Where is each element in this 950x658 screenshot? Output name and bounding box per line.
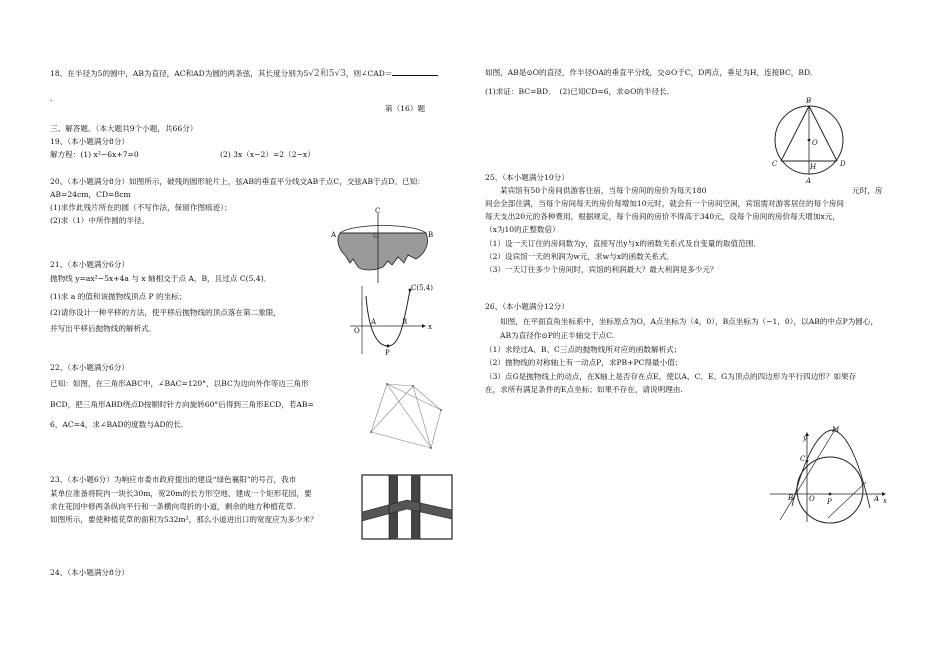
q25-line2: 间会全部住满，当每个房间每天的房价每增加10元时，就会有一个房间空闲，宾馆需对游客居住的每个房间 (485, 199, 844, 208)
q22-line3: 6，AC=4，求∠BAD的度数与AD的长. (50, 420, 184, 429)
q26-fig-label-b: B (788, 494, 794, 502)
q22-line1: 已知：如图，在三角形ABC中，∠BAC=120°，以BC为边向外作等边三角形 (50, 379, 309, 388)
q24-fig-label-o: O (812, 139, 818, 147)
q25-line1a: 某宾馆有50个房间供游客住宿，当每个房间的房价为每天180 (500, 186, 707, 195)
q25-line7: （3）一天订住多少个房间时，宾馆的利润最大？最大利润是多少元？ (485, 265, 718, 274)
q21-line3: (2)请你设计一种平移的方法，使平移后抛物线的顶点落在第二象限， (50, 308, 281, 317)
q21-parabola-figure (342, 282, 437, 357)
q26-fig-label-o: O (809, 495, 815, 503)
q18-text: 18、在半径为5的圆中，AB为直径，AC和AD为圆的两条弦，其长度分别为5 (50, 69, 309, 78)
q26-coordinate-figure (770, 424, 890, 524)
q22-line2: BCD，把三角形ABD绕点D按顺时针方向旋转60°后得到三角形ECD，若AB= (50, 400, 314, 409)
q18-tail: ，则∠CAD＝ (345, 69, 393, 78)
fig16-caption: 第（16）题 (385, 104, 426, 113)
q24-fig-label-b: B (806, 97, 812, 105)
q26-line4: （2）抛物线的对称轴上有一动点P，求PB+PC得最小值； (485, 358, 683, 367)
q18-line (50, 69, 438, 80)
q23-line4: 如图所示，要使种植花草的面积为532m²，那么小道进出口的宽度应为多少米？ (50, 515, 318, 524)
q21-heading: 21、（本小题满分6分） (50, 260, 130, 269)
q19-heading: 19、（本小题满分8分） (50, 137, 130, 146)
q24-line1: 如图，AB是⊙O的直径，作半径OA的垂直平分线，交⊙O于C，D两点，垂足为H，连接BC，BD. (485, 68, 813, 77)
q26-line6: 在，求所有满足条件的E点坐标；如果不存在，请说明理由. (485, 385, 683, 394)
q24-heading: 24、（本小题满分8分） (50, 568, 130, 577)
q26-line3: （1）求经过A、B、C三点的抛物线所对应的函数解析式； (485, 345, 682, 354)
q24-line2: (1)求证：BC=BD． (2)已知CD=6，求⊙O的半径长. (485, 87, 670, 96)
q22-heading: 22、（本小题满分6分） (50, 363, 130, 372)
q24-fig-label-d: D (840, 160, 846, 168)
q21-line2: (1)求 a 的值和该抛物线顶点 P 的坐标； (50, 292, 187, 301)
q26-line2: AB为直径作⊙P的正半轴交于点C. (500, 331, 615, 340)
q21-fig-label-c: C(5,4) (411, 284, 433, 292)
q20-line3: (1)求作此残片所在的圆（不写作法，保留作图痕迹）； (50, 203, 232, 212)
q21-fig-label-a: A (371, 318, 377, 326)
q26-line1: 如图，在平面直角坐标系中，坐标原点为O，A点坐标为（4，0），B点坐标为（−1，0），以AB的中点P为圆心， (500, 317, 879, 326)
q25-line6: （2）设宾馆一天的利润为w元，求w与x的函数关系式． (485, 252, 675, 261)
q20-line4: (2)求（1）中所作圆的半径。 (50, 216, 150, 225)
q20-fig-label-a: A (331, 231, 337, 239)
q26-fig-label-x: x (883, 497, 887, 505)
q21-fig-label-o: O (354, 327, 360, 335)
q21-line4: 并写出平移后抛物线的解析式． (50, 324, 157, 333)
q20-line1: 20、（本小题满分8分）如图所示，破残的圆形轮片上，弦AB的垂直平分线交AB于点C，交弦AB于点D。已知： (50, 177, 425, 186)
q24-fig-label-h: H (810, 163, 817, 171)
q18-answer-blank (392, 69, 438, 76)
q26-line5: （3）点G是抛物线上的动点，在X轴上是否存在点E，使以A、C、E、G为顶点的四边形为平行四边形？如果存 (485, 372, 857, 381)
q23-line1: 23、（本小题6分）为响应市委市政府提出的建设“绿色襄阳”的号召，我市 (50, 475, 297, 484)
q26-fig-label-a: A (874, 495, 880, 503)
q18-dot: . (50, 94, 53, 103)
q20-broken-wheel-figure (328, 205, 438, 285)
q22-triangle-figure (365, 378, 445, 456)
q24-circle-figure (764, 94, 854, 186)
q23-garden-figure (361, 474, 453, 540)
q19-eq1: 解方程：(1) x²−6x+7=0 (50, 150, 139, 159)
q25-heading: 25、（本小题满分10分） (485, 173, 569, 182)
q21-fig-label-p: P (385, 349, 390, 357)
q20-fig-label-c: C (375, 207, 381, 215)
q25-line3: 每天支出20元的各种费用，根据规定，每个房间的房价不得高于340元，设每个房间的房价每天增加x元， (485, 212, 840, 221)
q24-fig-label-c: C (772, 160, 778, 168)
q26-fig-label-m: M (832, 426, 840, 434)
q25-line4: （x为10的正整数倍） (485, 225, 560, 234)
q26-heading: 26、（本小题满分12分） (485, 302, 569, 311)
q25-line5: （1）设一天订住的房间数为y，直接写出y与x的函数关系式及自变量的取值范围． (485, 239, 761, 248)
q26-fig-label-c: C (800, 455, 806, 463)
q25-line1b: 元时，房 (852, 186, 883, 195)
q21-fig-label-x: x (428, 323, 432, 331)
q20-line2: AB=24cm，CD=8cm (50, 190, 131, 199)
q26-fig-label-p: P (827, 498, 832, 506)
q23-line2: 某单位准备将院内一块长30m，宽20m的长方形空地，建成一个矩形花园，要 (50, 489, 312, 498)
q23-line3: 求在花园中修两条纵向平行和一条横向弯折的小道，剩余的地方种植花草. (50, 502, 296, 511)
q21-fig-label-b: B (402, 318, 408, 326)
q19-eq2: (2) 3x（x−2）=2（2−x） (220, 150, 315, 159)
q21-line1: 抛物线 y=ax²−5x+4a 与 x 轴相交于点 A，B，且过点 C(5,4)． (50, 274, 272, 283)
q24-fig-label-a: A (806, 177, 812, 185)
q18-math: √2和5√3 (308, 69, 346, 79)
q26-fig-label-y: y (803, 434, 807, 442)
section-3-heading: 三、解答题。（本大题共9个小题，共66分） (50, 124, 198, 133)
q20-fig-label-b: B (428, 231, 434, 239)
